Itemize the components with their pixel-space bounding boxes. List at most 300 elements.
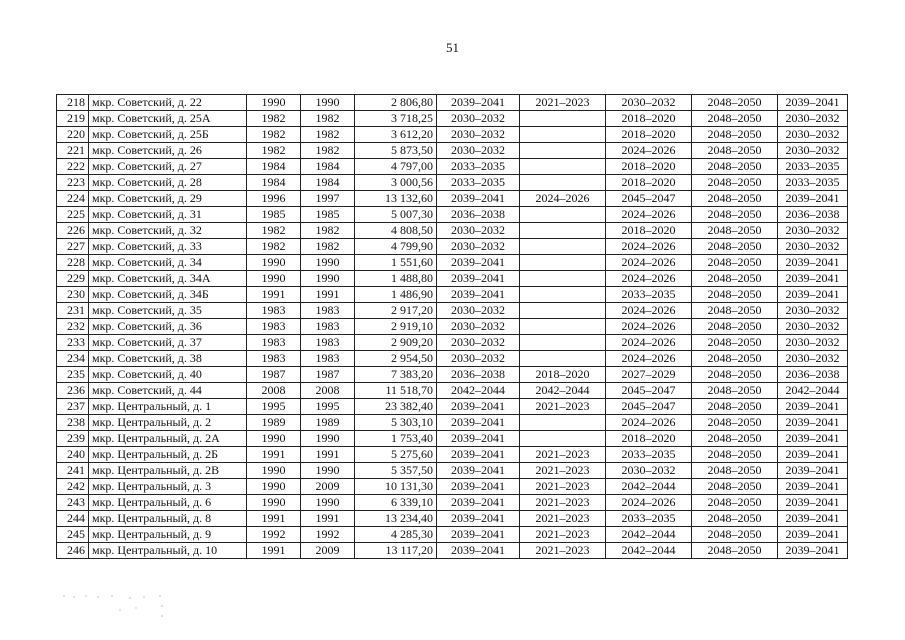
cell-row-number: 220	[57, 127, 89, 143]
cell-area: 2 919,10	[355, 319, 437, 335]
cell-row-number: 230	[57, 287, 89, 303]
table-row	[57, 399, 848, 415]
table-row	[57, 431, 848, 447]
cell-period-4: 2048–2050	[692, 223, 778, 239]
cell-row-number: 236	[57, 383, 89, 399]
table-row	[57, 223, 848, 239]
cell-period-2: 2021–2023	[520, 527, 606, 543]
cell-address: мкр. Советский, д. 22	[89, 95, 247, 111]
cell-year-built: 1990	[247, 495, 301, 511]
cell-period-1: 2030–2032	[437, 111, 520, 127]
cell-period-5: 2039–2041	[778, 255, 848, 271]
cell-area: 13 234,40	[355, 511, 437, 527]
cell-area: 5 007,30	[355, 207, 437, 223]
cell-period-4: 2048–2050	[692, 511, 778, 527]
cell-period-1: 2039–2041	[437, 447, 520, 463]
table-row	[57, 287, 848, 303]
cell-period-5: 2030–2032	[778, 303, 848, 319]
cell-period-1: 2042–2044	[437, 383, 520, 399]
cell-period-2	[520, 287, 606, 303]
cell-year-built: 1983	[247, 351, 301, 367]
cell-period-2: 2024–2026	[520, 191, 606, 207]
cell-period-5: 2030–2032	[778, 111, 848, 127]
cell-period-2	[520, 127, 606, 143]
cell-year-commissioned: 1991	[301, 511, 355, 527]
cell-area: 13 117,20	[355, 543, 437, 559]
cell-period-3: 2018–2020	[606, 431, 692, 447]
cell-area: 1 551,60	[355, 255, 437, 271]
cell-period-4: 2048–2050	[692, 143, 778, 159]
cell-period-3: 2024–2026	[606, 255, 692, 271]
cell-year-commissioned: 1982	[301, 127, 355, 143]
cell-area: 1 488,80	[355, 271, 437, 287]
cell-year-commissioned: 1983	[301, 303, 355, 319]
cell-address: мкр. Советский, д. 37	[89, 335, 247, 351]
cell-period-5: 2030–2032	[778, 239, 848, 255]
cell-period-4: 2048–2050	[692, 527, 778, 543]
cell-period-4: 2048–2050	[692, 495, 778, 511]
cell-period-1: 2033–2035	[437, 175, 520, 191]
table-row	[57, 255, 848, 271]
cell-period-1: 2030–2032	[437, 335, 520, 351]
cell-address: мкр. Центральный, д. 10	[89, 543, 247, 559]
cell-year-built: 1982	[247, 111, 301, 127]
table-row	[57, 527, 848, 543]
cell-area: 6 339,10	[355, 495, 437, 511]
cell-year-built: 1996	[247, 191, 301, 207]
cell-period-3: 2030–2032	[606, 463, 692, 479]
cell-row-number: 243	[57, 495, 89, 511]
cell-period-5: 2039–2041	[778, 271, 848, 287]
table-row	[57, 191, 848, 207]
cell-period-1: 2039–2041	[437, 287, 520, 303]
buildings-table	[56, 94, 848, 559]
cell-period-2	[520, 207, 606, 223]
cell-row-number: 246	[57, 543, 89, 559]
cell-year-built: 1982	[247, 127, 301, 143]
cell-period-2: 2021–2023	[520, 543, 606, 559]
table-row	[57, 447, 848, 463]
cell-period-5: 2030–2032	[778, 319, 848, 335]
cell-period-4: 2048–2050	[692, 271, 778, 287]
cell-period-4: 2048–2050	[692, 479, 778, 495]
cell-year-built: 1990	[247, 255, 301, 271]
cell-period-1: 2039–2041	[437, 255, 520, 271]
cell-year-commissioned: 1987	[301, 367, 355, 383]
cell-period-4: 2048–2050	[692, 367, 778, 383]
cell-address: мкр. Центральный, д. 3	[89, 479, 247, 495]
cell-period-3: 2018–2020	[606, 175, 692, 191]
cell-year-commissioned: 1989	[301, 415, 355, 431]
cell-period-2	[520, 159, 606, 175]
cell-year-built: 1983	[247, 303, 301, 319]
cell-period-3: 2045–2047	[606, 383, 692, 399]
cell-address: мкр. Советский, д. 35	[89, 303, 247, 319]
cell-period-5: 2039–2041	[778, 415, 848, 431]
cell-period-5: 2039–2041	[778, 431, 848, 447]
cell-area: 4 799,90	[355, 239, 437, 255]
cell-year-commissioned: 2008	[301, 383, 355, 399]
cell-period-3: 2024–2026	[606, 335, 692, 351]
cell-period-3: 2024–2026	[606, 143, 692, 159]
cell-period-3: 2024–2026	[606, 303, 692, 319]
cell-period-2	[520, 319, 606, 335]
cell-year-built: 1990	[247, 479, 301, 495]
cell-area: 13 132,60	[355, 191, 437, 207]
cell-year-commissioned: 1983	[301, 351, 355, 367]
cell-year-built: 1985	[247, 207, 301, 223]
cell-period-1: 2039–2041	[437, 431, 520, 447]
cell-period-3: 2033–2035	[606, 511, 692, 527]
table-row	[57, 127, 848, 143]
table-row	[57, 95, 848, 111]
cell-period-5: 2039–2041	[778, 287, 848, 303]
cell-row-number: 228	[57, 255, 89, 271]
cell-period-3: 2042–2044	[606, 543, 692, 559]
cell-year-commissioned: 1982	[301, 111, 355, 127]
cell-address: мкр. Центральный, д. 8	[89, 511, 247, 527]
cell-row-number: 234	[57, 351, 89, 367]
cell-period-4: 2048–2050	[692, 383, 778, 399]
cell-area: 5 275,60	[355, 447, 437, 463]
table-row	[57, 383, 848, 399]
table-row	[57, 175, 848, 191]
cell-year-commissioned: 1990	[301, 431, 355, 447]
cell-period-1: 2039–2041	[437, 463, 520, 479]
table-row	[57, 463, 848, 479]
cell-year-built: 1991	[247, 511, 301, 527]
cell-address: мкр. Советский, д. 32	[89, 223, 247, 239]
cell-period-3: 2045–2047	[606, 191, 692, 207]
cell-address: мкр. Советский, д. 27	[89, 159, 247, 175]
cell-area: 2 909,20	[355, 335, 437, 351]
cell-period-4: 2048–2050	[692, 111, 778, 127]
cell-year-built: 1984	[247, 175, 301, 191]
cell-row-number: 238	[57, 415, 89, 431]
cell-address: мкр. Центральный, д. 2А	[89, 431, 247, 447]
cell-address: мкр. Центральный, д. 2	[89, 415, 247, 431]
cell-period-2	[520, 415, 606, 431]
cell-area: 5 303,10	[355, 415, 437, 431]
cell-period-3: 2024–2026	[606, 207, 692, 223]
cell-period-5: 2039–2041	[778, 191, 848, 207]
cell-address: мкр. Советский, д. 40	[89, 367, 247, 383]
cell-period-5: 2030–2032	[778, 351, 848, 367]
scan-artifact	[60, 592, 170, 622]
cell-year-commissioned: 1992	[301, 527, 355, 543]
cell-year-commissioned: 1985	[301, 207, 355, 223]
cell-row-number: 232	[57, 319, 89, 335]
cell-year-built: 1983	[247, 319, 301, 335]
cell-address: мкр. Советский, д. 44	[89, 383, 247, 399]
cell-year-commissioned: 1990	[301, 271, 355, 287]
cell-period-5: 2030–2032	[778, 223, 848, 239]
cell-row-number: 241	[57, 463, 89, 479]
cell-period-3: 2018–2020	[606, 127, 692, 143]
cell-area: 5 357,50	[355, 463, 437, 479]
cell-period-3: 2018–2020	[606, 159, 692, 175]
cell-period-3: 2024–2026	[606, 271, 692, 287]
table-row	[57, 159, 848, 175]
cell-row-number: 219	[57, 111, 89, 127]
cell-area: 11 518,70	[355, 383, 437, 399]
cell-period-2	[520, 335, 606, 351]
cell-year-commissioned: 2009	[301, 479, 355, 495]
cell-year-commissioned: 1991	[301, 287, 355, 303]
table-row	[57, 367, 848, 383]
table-row	[57, 207, 848, 223]
table-row	[57, 495, 848, 511]
cell-row-number: 233	[57, 335, 89, 351]
cell-year-built: 1982	[247, 143, 301, 159]
cell-period-3: 2033–2035	[606, 287, 692, 303]
cell-period-5: 2039–2041	[778, 95, 848, 111]
cell-period-5: 2030–2032	[778, 143, 848, 159]
cell-period-4: 2048–2050	[692, 431, 778, 447]
cell-year-built: 1982	[247, 223, 301, 239]
table-row	[57, 239, 848, 255]
cell-area: 2 954,50	[355, 351, 437, 367]
cell-row-number: 231	[57, 303, 89, 319]
cell-period-4: 2048–2050	[692, 95, 778, 111]
cell-area: 5 873,50	[355, 143, 437, 159]
cell-period-1: 2030–2032	[437, 127, 520, 143]
cell-period-5: 2039–2041	[778, 527, 848, 543]
cell-year-built: 1989	[247, 415, 301, 431]
cell-year-commissioned: 1997	[301, 191, 355, 207]
cell-area: 3 718,25	[355, 111, 437, 127]
cell-period-2	[520, 175, 606, 191]
cell-period-4: 2048–2050	[692, 159, 778, 175]
cell-period-3: 2045–2047	[606, 399, 692, 415]
cell-period-1: 2039–2041	[437, 415, 520, 431]
cell-period-5: 2033–2035	[778, 175, 848, 191]
table-body	[57, 95, 848, 559]
cell-period-2: 2042–2044	[520, 383, 606, 399]
cell-period-1: 2039–2041	[437, 479, 520, 495]
cell-row-number: 218	[57, 95, 89, 111]
cell-year-commissioned: 1982	[301, 143, 355, 159]
cell-period-2: 2021–2023	[520, 495, 606, 511]
cell-period-4: 2048–2050	[692, 463, 778, 479]
cell-period-1: 2033–2035	[437, 159, 520, 175]
cell-period-1: 2039–2041	[437, 95, 520, 111]
table-row	[57, 351, 848, 367]
page-number: 51	[446, 40, 459, 55]
cell-period-4: 2048–2050	[692, 447, 778, 463]
cell-address: мкр. Советский, д. 28	[89, 175, 247, 191]
cell-period-5: 2036–2038	[778, 207, 848, 223]
cell-year-built: 1992	[247, 527, 301, 543]
cell-area: 10 131,30	[355, 479, 437, 495]
cell-period-2: 2018–2020	[520, 367, 606, 383]
cell-period-5: 2039–2041	[778, 399, 848, 415]
cell-period-2	[520, 271, 606, 287]
table-row	[57, 543, 848, 559]
cell-address: мкр. Советский, д. 25А	[89, 111, 247, 127]
cell-row-number: 240	[57, 447, 89, 463]
cell-year-commissioned: 2009	[301, 543, 355, 559]
cell-year-commissioned: 1991	[301, 447, 355, 463]
cell-address: мкр. Советский, д. 34Б	[89, 287, 247, 303]
cell-period-1: 2030–2032	[437, 239, 520, 255]
cell-period-1: 2039–2041	[437, 527, 520, 543]
table-row	[57, 143, 848, 159]
cell-period-4: 2048–2050	[692, 399, 778, 415]
cell-year-built: 1990	[247, 271, 301, 287]
cell-period-4: 2048–2050	[692, 207, 778, 223]
cell-row-number: 237	[57, 399, 89, 415]
cell-period-5: 2036–2038	[778, 367, 848, 383]
cell-period-5: 2042–2044	[778, 383, 848, 399]
cell-period-2	[520, 255, 606, 271]
cell-period-3: 2033–2035	[606, 447, 692, 463]
cell-period-2	[520, 223, 606, 239]
cell-period-5: 2039–2041	[778, 543, 848, 559]
cell-address: мкр. Центральный, д. 2В	[89, 463, 247, 479]
cell-row-number: 224	[57, 191, 89, 207]
cell-year-commissioned: 1982	[301, 239, 355, 255]
table-row	[57, 319, 848, 335]
cell-period-1: 2036–2038	[437, 207, 520, 223]
cell-year-commissioned: 1990	[301, 463, 355, 479]
cell-year-built: 1990	[247, 463, 301, 479]
cell-address: мкр. Советский, д. 25Б	[89, 127, 247, 143]
cell-area: 3 612,20	[355, 127, 437, 143]
cell-address: мкр. Советский, д. 26	[89, 143, 247, 159]
cell-period-2: 2021–2023	[520, 447, 606, 463]
cell-period-4: 2048–2050	[692, 335, 778, 351]
cell-row-number: 242	[57, 479, 89, 495]
cell-year-commissioned: 1990	[301, 95, 355, 111]
cell-area: 23 382,40	[355, 399, 437, 415]
cell-period-2	[520, 303, 606, 319]
cell-year-built: 1982	[247, 239, 301, 255]
cell-period-5: 2039–2041	[778, 495, 848, 511]
cell-period-1: 2036–2038	[437, 367, 520, 383]
cell-period-2: 2021–2023	[520, 479, 606, 495]
cell-row-number: 225	[57, 207, 89, 223]
cell-period-3: 2024–2026	[606, 495, 692, 511]
cell-row-number: 227	[57, 239, 89, 255]
cell-row-number: 244	[57, 511, 89, 527]
cell-period-2: 2021–2023	[520, 511, 606, 527]
cell-period-5: 2039–2041	[778, 479, 848, 495]
cell-year-built: 1983	[247, 335, 301, 351]
cell-year-built: 1991	[247, 543, 301, 559]
cell-year-commissioned: 1984	[301, 159, 355, 175]
cell-address: мкр. Советский, д. 38	[89, 351, 247, 367]
cell-period-2	[520, 111, 606, 127]
cell-year-commissioned: 1990	[301, 255, 355, 271]
cell-period-4: 2048–2050	[692, 287, 778, 303]
table-row	[57, 511, 848, 527]
table-row	[57, 111, 848, 127]
cell-area: 4 808,50	[355, 223, 437, 239]
cell-row-number: 226	[57, 223, 89, 239]
cell-address: мкр. Советский, д. 36	[89, 319, 247, 335]
cell-period-5: 2030–2032	[778, 127, 848, 143]
cell-period-3: 2024–2026	[606, 319, 692, 335]
cell-address: мкр. Советский, д. 34	[89, 255, 247, 271]
cell-year-commissioned: 1982	[301, 223, 355, 239]
cell-period-1: 2039–2041	[437, 271, 520, 287]
cell-year-commissioned: 1983	[301, 335, 355, 351]
cell-year-built: 1991	[247, 287, 301, 303]
cell-period-4: 2048–2050	[692, 175, 778, 191]
cell-period-2	[520, 431, 606, 447]
cell-address: мкр. Центральный, д. 2Б	[89, 447, 247, 463]
cell-period-2	[520, 239, 606, 255]
cell-period-2: 2021–2023	[520, 95, 606, 111]
cell-address: мкр. Центральный, д. 1	[89, 399, 247, 415]
cell-area: 3 000,56	[355, 175, 437, 191]
cell-year-built: 1995	[247, 399, 301, 415]
cell-period-3: 2018–2020	[606, 223, 692, 239]
cell-period-5: 2039–2041	[778, 447, 848, 463]
cell-period-4: 2048–2050	[692, 191, 778, 207]
cell-period-4: 2048–2050	[692, 239, 778, 255]
table-row	[57, 271, 848, 287]
cell-period-1: 2030–2032	[437, 319, 520, 335]
cell-row-number: 239	[57, 431, 89, 447]
cell-period-3: 2030–2032	[606, 95, 692, 111]
cell-row-number: 223	[57, 175, 89, 191]
cell-period-1: 2039–2041	[437, 191, 520, 207]
cell-area: 1 486,90	[355, 287, 437, 303]
cell-period-1: 2030–2032	[437, 223, 520, 239]
cell-period-4: 2048–2050	[692, 303, 778, 319]
cell-address: мкр. Центральный, д. 6	[89, 495, 247, 511]
table-row	[57, 335, 848, 351]
cell-address: мкр. Советский, д. 29	[89, 191, 247, 207]
cell-area: 1 753,40	[355, 431, 437, 447]
cell-period-2: 2021–2023	[520, 399, 606, 415]
cell-period-4: 2048–2050	[692, 415, 778, 431]
cell-period-5: 2030–2032	[778, 335, 848, 351]
cell-period-1: 2030–2032	[437, 143, 520, 159]
cell-period-3: 2042–2044	[606, 527, 692, 543]
cell-year-commissioned: 1990	[301, 495, 355, 511]
cell-period-5: 2039–2041	[778, 463, 848, 479]
cell-period-1: 2039–2041	[437, 399, 520, 415]
cell-address: мкр. Советский, д. 33	[89, 239, 247, 255]
cell-period-1: 2030–2032	[437, 351, 520, 367]
cell-period-3: 2024–2026	[606, 239, 692, 255]
cell-area: 4 285,30	[355, 527, 437, 543]
cell-period-1: 2030–2032	[437, 303, 520, 319]
cell-period-4: 2048–2050	[692, 127, 778, 143]
cell-row-number: 229	[57, 271, 89, 287]
cell-year-built: 1991	[247, 447, 301, 463]
cell-year-built: 1990	[247, 95, 301, 111]
cell-year-built: 1990	[247, 431, 301, 447]
cell-period-4: 2048–2050	[692, 351, 778, 367]
cell-period-1: 2039–2041	[437, 495, 520, 511]
cell-area: 7 383,20	[355, 367, 437, 383]
cell-row-number: 221	[57, 143, 89, 159]
cell-year-commissioned: 1984	[301, 175, 355, 191]
cell-period-3: 2042–2044	[606, 479, 692, 495]
cell-period-4: 2048–2050	[692, 255, 778, 271]
cell-year-commissioned: 1983	[301, 319, 355, 335]
cell-period-2: 2021–2023	[520, 463, 606, 479]
table-row	[57, 479, 848, 495]
cell-year-built: 2008	[247, 383, 301, 399]
cell-period-3: 2024–2026	[606, 351, 692, 367]
table-row	[57, 303, 848, 319]
cell-period-3: 2018–2020	[606, 111, 692, 127]
